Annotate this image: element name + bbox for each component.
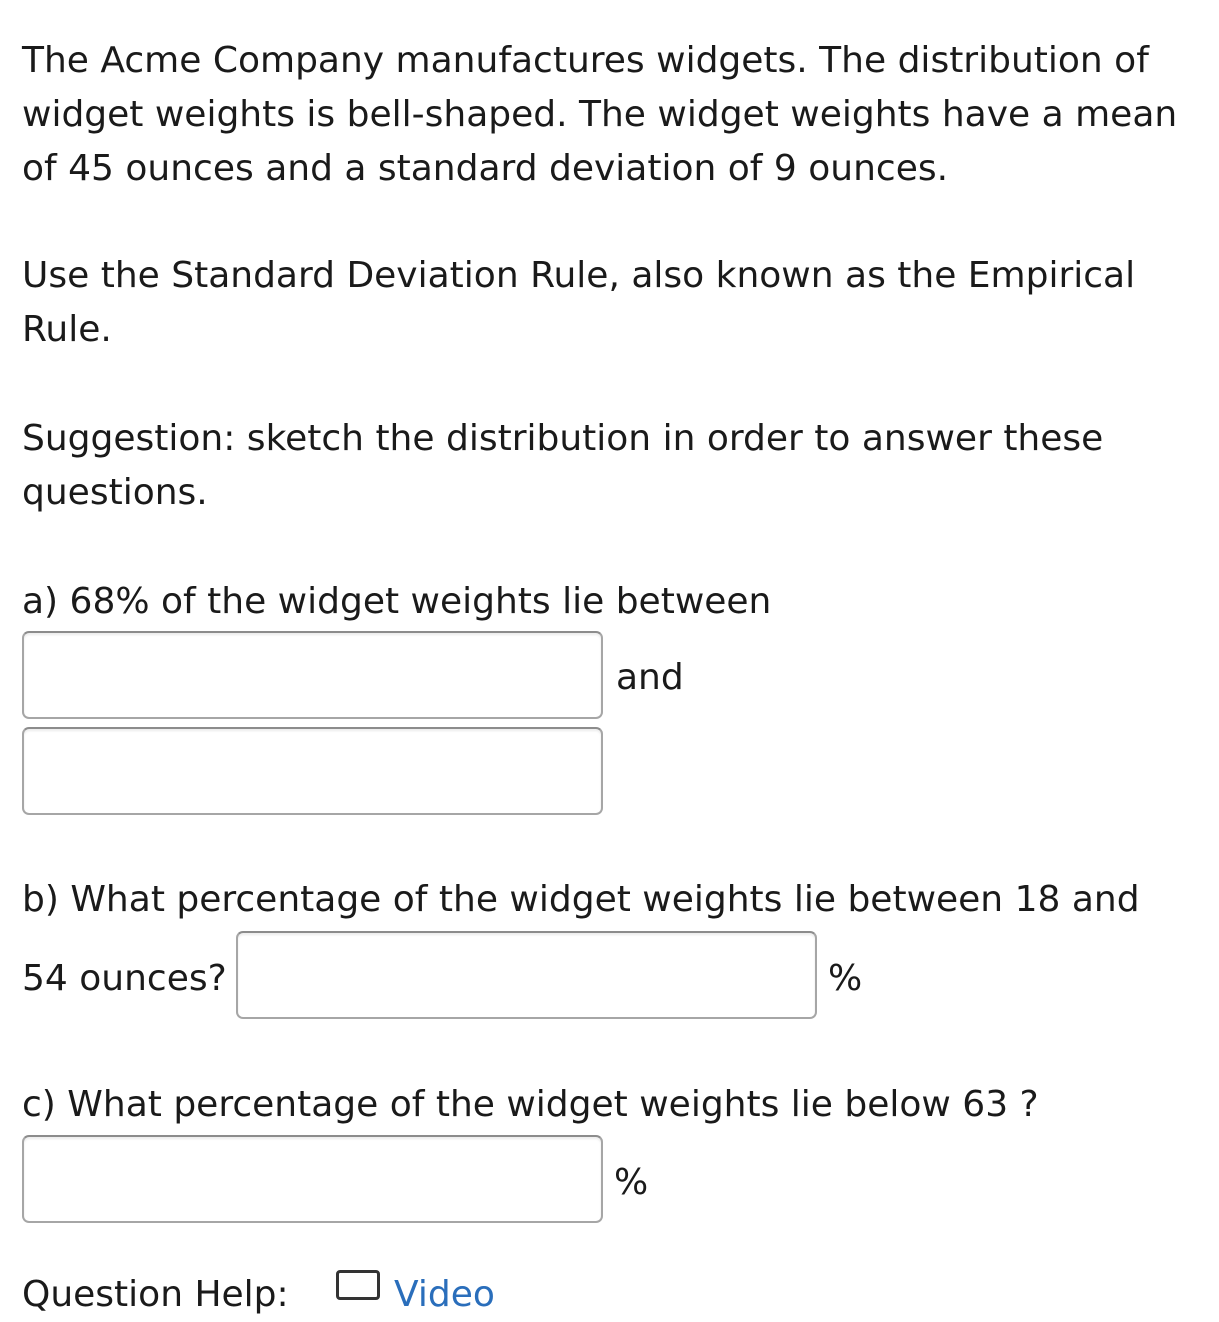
question-a-lower-input[interactable]	[22, 631, 603, 719]
problem-suggestion: Suggestion: sketch the distribution in order to answer these questions.	[22, 418, 1104, 513]
question-c-input[interactable]	[22, 1135, 603, 1223]
question-b-text-line1: b) What percentage of the widget weights lie between 18 and	[22, 879, 1140, 920]
video-icon[interactable]	[336, 1270, 380, 1300]
question-a-upper-input[interactable]	[22, 727, 603, 815]
problem-rule: Use the Standard Deviation Rule, also known as the Empirical Rule.	[22, 255, 1136, 350]
question-b-input[interactable]	[236, 931, 817, 1019]
question-b-text-line2: 54 ounces?	[22, 958, 227, 999]
question-c-text: c) What percentage of the widget weights lie below 63 ?	[22, 1084, 1039, 1125]
video-link[interactable]: Video	[394, 1274, 495, 1315]
question-a-connector: and	[616, 657, 684, 698]
question-a-text: a) 68% of the widget weights lie between	[22, 581, 772, 622]
question-help-bar	[22, 1268, 495, 1315]
question-c-percent-unit: %	[614, 1162, 649, 1203]
question-help-label: Question Help:	[22, 1274, 289, 1315]
problem-intro: The Acme Company manufactures widgets. The distribution of widget weights is bell-shaped. The widget weights have a mean of 45 ounces and a standard deviation of 9 ounces.	[22, 40, 1178, 189]
question-b-percent-unit: %	[828, 958, 863, 999]
